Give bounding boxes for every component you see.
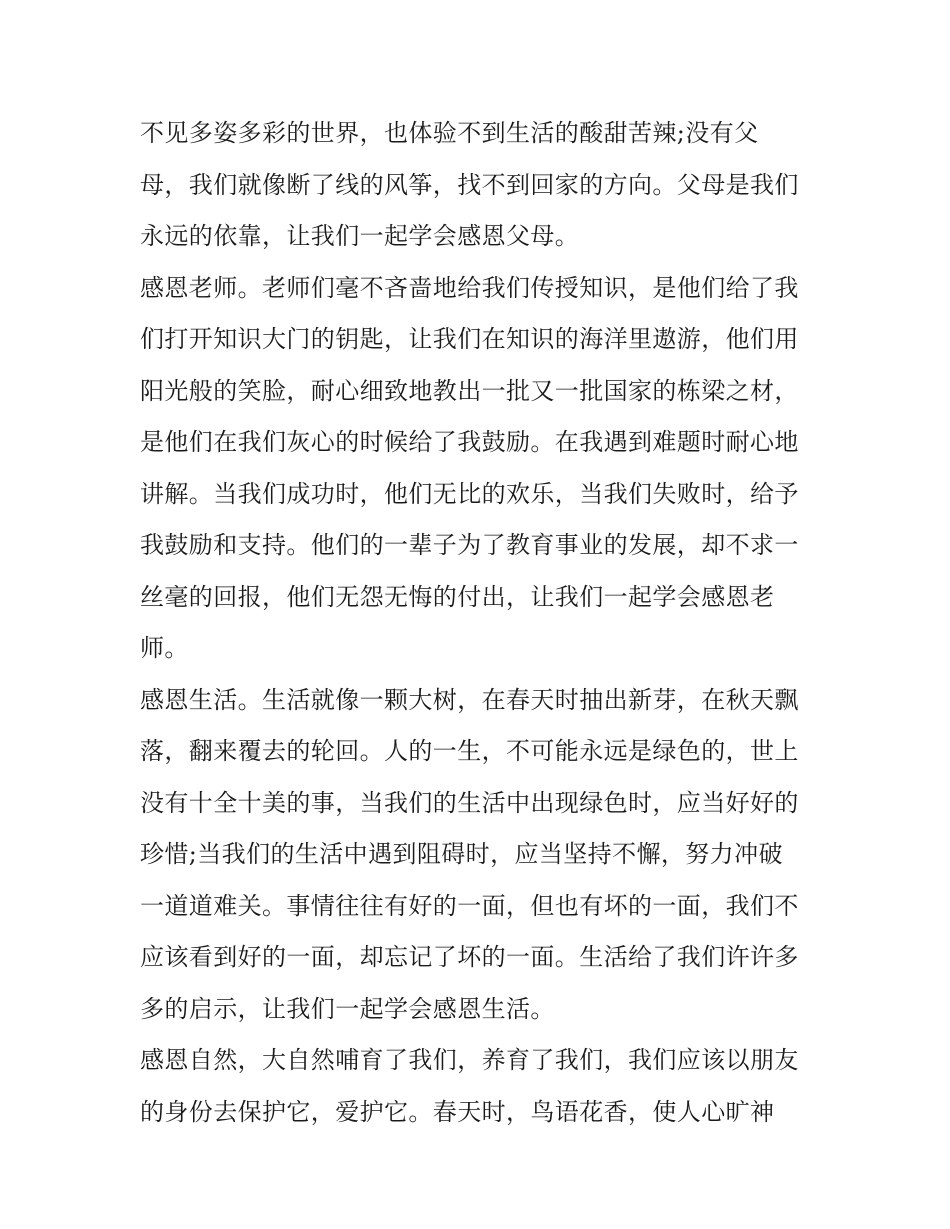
text-line: 丝毫的回报，他们无怨无悔的付出，让我们一起学会感恩老 — [140, 582, 775, 611]
text-line: 感恩生活。生活就像一颗大树，在春天时抽出新芽，在秋天飘 — [140, 685, 799, 714]
text-line: 感恩老师。老师们毫不吝啬地给我们传授知识，是他们给了我 — [140, 273, 799, 302]
text-line: 我鼓励和支持。他们的一辈子为了教育事业的发展，却不求一 — [140, 531, 799, 559]
text-line: 永远的依靠，让我们一起学会感恩父母。 — [140, 222, 580, 250]
text-line: 阳光般的笑脸，耐心细致地教出一批又一批国家的栋梁之材， — [140, 376, 799, 405]
text-line: 应该看到好的一面，却忘记了坏的一面。生活给了我们许许多 — [140, 943, 799, 971]
text-line: 多的启示，让我们一起学会感恩生活。 — [140, 994, 555, 1023]
text-line: 师。 — [140, 634, 189, 662]
text-line: 们打开知识大门的钥匙，让我们在知识的海洋里遨游，他们用 — [140, 325, 799, 353]
text-line: 的身份去保护它，爱护它。春天时，鸟语花香，使人心旷神 — [140, 1097, 775, 1126]
text-line: 一道道难关。事情往往有好的一面，但也有坏的一面，我们不 — [140, 891, 799, 920]
text-line: 讲解。当我们成功时，他们无比的欢乐，当我们失败时，给予 — [140, 479, 799, 508]
document-body — [140, 108, 820, 1138]
text-line: 珍惜;当我们的生活中遇到阻碍时，应当坚持不懈，努力冲破 — [140, 840, 783, 868]
text-line: 母，我们就像断了线的风筝，找不到回家的方向。父母是我们 — [140, 170, 799, 199]
text-line: 落，翻来覆去的轮回。人的一生，不可能永远是绿色的，世上 — [140, 737, 799, 765]
text-line: 不见多姿多彩的世界，也体验不到生活的酸甜苦辣;没有父 — [140, 119, 759, 147]
text-line: 没有十全十美的事，当我们的生活中出现绿色时，应当好好的 — [140, 788, 799, 817]
text-line: 是他们在我们灰心的时候给了我鼓励。在我遇到难题时耐心地 — [140, 428, 799, 456]
text-line: 感恩自然，大自然哺育了我们，养育了我们，我们应该以朋友 — [140, 1046, 799, 1074]
